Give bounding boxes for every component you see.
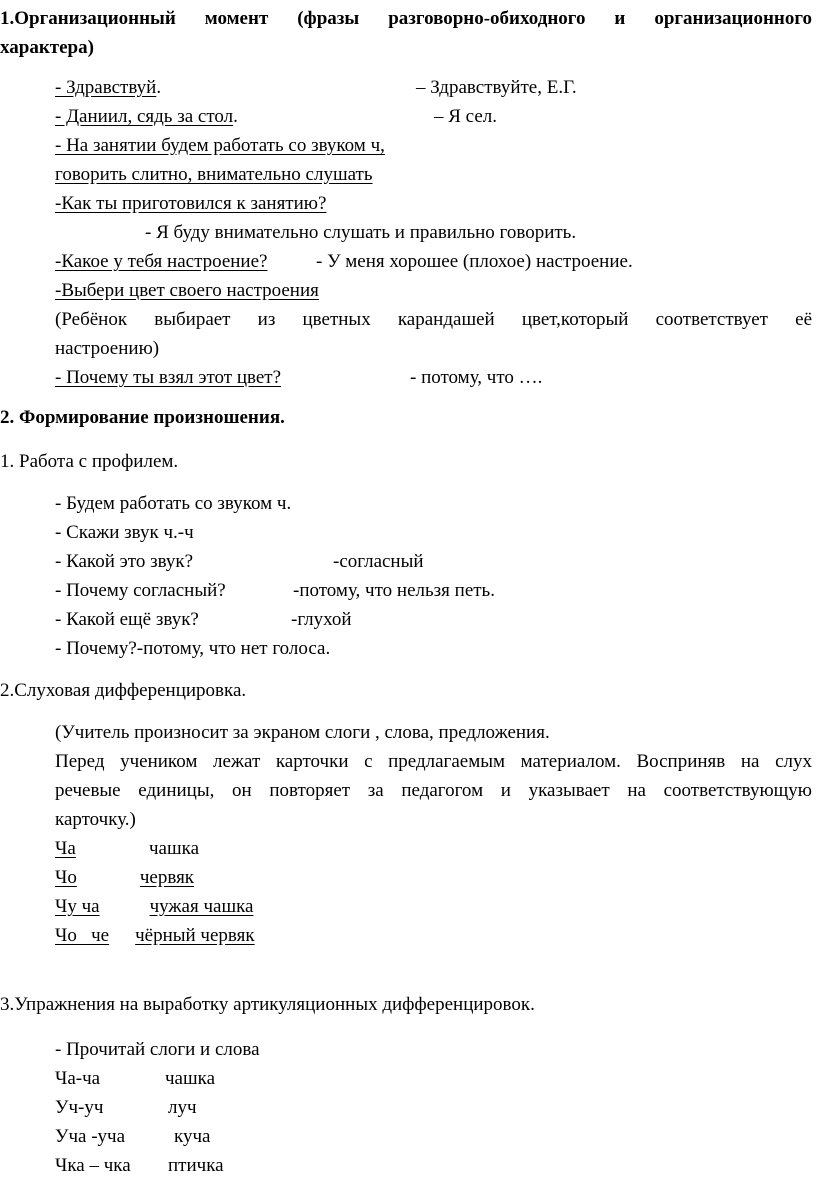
student-greeting: – Здравствуйте, Е.Г. [416,77,577,98]
syllable-row-a: Уч-уч [55,1097,104,1118]
profile-line6: - Почему?-потому, что нет голоса. [55,638,331,659]
auditory-para-line4: карточку.) [55,809,136,830]
mood-question: -Какое у тебя настроение? [55,251,268,272]
syllable-row-a: Уча -уча [55,1126,126,1147]
auditory-para-line3: речевые единицы, он повторяет за педагогом и указывает на соответствующую [55,780,812,801]
card-syllable: Ча [55,838,76,859]
profile-line4-question: - Почему согласный? [55,580,226,601]
section2-heading: 2. Формирование произношения. [0,407,285,428]
section1-heading-line2: характера) [0,37,94,58]
profile-subheading: 1. Работа с профилем. [0,451,179,472]
syllable-row-b: чашка [165,1068,215,1089]
syllable-row-b: луч [168,1097,197,1118]
auditory-para-line1: (Учитель произносит за экраном слоги , слова, предложения. [55,722,550,743]
card-syllable: Чу ча [55,896,100,917]
card-row [55,892,253,921]
syllable-row-b: птичка [168,1155,224,1176]
lesson-intro-line1: - На занятии будем работать со звуком ч, [55,135,385,156]
card-row [55,834,207,863]
profile-line4-answer: -потому, что нельзя петь. [293,580,495,601]
card-word: чашка [149,838,199,859]
card-row [55,863,194,892]
profile-line5-answer: -глухой [291,609,352,630]
syllable-row-b: куча [174,1126,211,1147]
auditory-para-line2: Перед учеником лежат карточки с предлагаемым материалом. Восприняв на слух [55,751,812,772]
prepared-answer: - Я буду внимательно слушать и правильно говорить. [145,222,577,243]
profile-line3-answer: -согласный [333,551,424,572]
sit-line [55,102,238,131]
choose-color: -Выбери цвет своего настроения [55,280,319,301]
prepared-question: -Как ты приготовился к занятию? [55,193,327,214]
articulation-subheading: 3.Упражнения на выработку артикуляционных дифференцировок. [0,994,535,1015]
profile-line5-question: - Какой ещё звук? [55,609,199,630]
profile-line2: - Скажи звук ч.-ч [55,522,194,543]
teacher-greeting: - Здравствуй [55,77,157,98]
syllable-row-a: Ча-ча [55,1068,101,1089]
color-note-line1: (Ребёнок выбирает из цветных карандашей цвет,который соответствует её [55,309,812,330]
read-instruction: - Прочитай слоги и слова [55,1039,260,1060]
card-word: чёрный червяк [135,925,255,946]
greeting-line [55,73,161,102]
card-word: червяк [139,867,195,888]
mood-answer: - У меня хорошее (плохое) настроение. [316,251,633,272]
section1-heading-line1: 1.Организационный момент (фразы разговорно-обиходного и организационного [0,8,812,29]
teacher-sit: - Даниил, сядь за стол [55,106,234,127]
card-syllable: Чо [55,867,77,888]
color-note-line2: настроению) [55,338,160,359]
syllable-row-a: Чка – чка [55,1155,131,1176]
why-color-question: - Почему ты взял этот цвет? [55,367,282,388]
profile-line1: - Будем работать со звуком ч. [55,493,292,514]
card-syllable: Чо че [55,925,110,946]
card-row [55,921,255,950]
greeting-dot: . [156,77,162,98]
card-word: чужая чашка [149,896,254,917]
auditory-subheading: 2.Слуховая дифференцировка. [0,680,247,701]
student-sat: – Я сел. [434,106,498,127]
why-color-answer: - потому, что …. [410,367,543,388]
profile-line3-question: - Какой это звук? [55,551,194,572]
sit-dot: . [233,106,238,127]
lesson-intro-line2: говорить слитно, внимательно слушать [55,164,373,185]
